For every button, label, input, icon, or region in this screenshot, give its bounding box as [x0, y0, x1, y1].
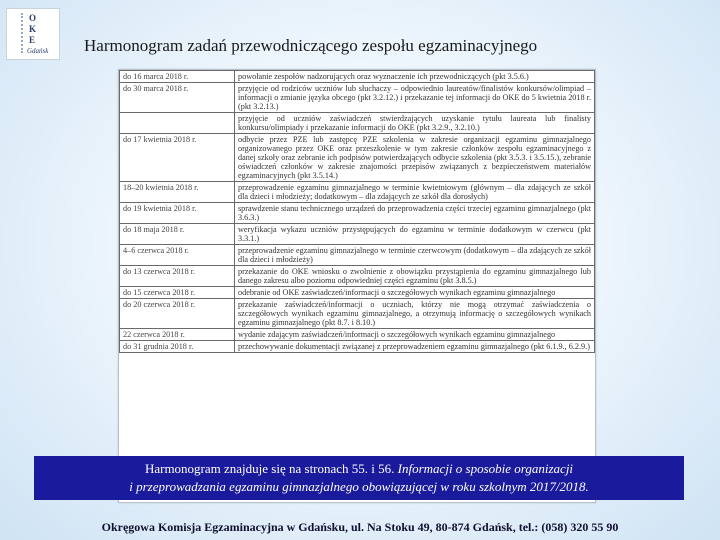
table-row	[120, 113, 595, 134]
table-row	[120, 182, 595, 203]
table-row	[120, 71, 595, 83]
schedule-date-cell: do 16 marca 2018 r.	[120, 71, 235, 83]
schedule-task-cell: powołanie zespołów nadzorujących oraz wyznaczenie ich przewodniczących (pkt 3.5.6.)	[235, 71, 595, 83]
schedule-task-cell: przekazanie zaświadczeń/informacji o uczniach, którzy nie mogą otrzymać zaświadczenia o szczegółowych wynikach egzaminu gimnazjalnego, a otrzymują informację o szczegółowych wynikach egzaminu gimnazjalnego (pkt 8.7. i 8.10.)	[235, 299, 595, 329]
schedule-date-cell: 22 czerwca 2018 r.	[120, 329, 235, 341]
banner-line-1-italic: Informacji o sposobie organizacji	[397, 461, 574, 476]
table-row	[120, 245, 595, 266]
schedule-date-cell: 18–20 kwietnia 2018 r.	[120, 182, 235, 203]
table-row	[120, 329, 595, 341]
banner-line-2-italic: i przeprowadzania egzaminu gimnazjalnego obowiązującej w roku szkolnym 2017/2018.	[129, 479, 589, 494]
schedule-task-cell: odbycie przez PZE lub zastępcę PZE szkolenia w zakresie organizacji egzaminu gimnazjalnego organizowanego przez OKE oraz przeszkolenie w tym zakresie członków zespołu egzaminacyjnego z danej szkoły oraz zebranie ich podpisów potwierdzających odbycie szkolenia (pkt 3.5.3. i 3.5.15.), zebranie oświadczeń członków w zakresie znajomości przepisów związanych z bezpieczeństwem materiałów egzaminacyjnych (pkt 3.5.14.)	[235, 134, 595, 182]
slide-title: Harmonogram zadań przewodniczącego zespołu egzaminacyjnego	[84, 36, 538, 55]
table-row	[120, 83, 595, 113]
schedule-date-cell: do 17 kwietnia 2018 r.	[120, 134, 235, 182]
logo-dotted-bar	[9, 13, 23, 53]
oke-logo	[6, 8, 60, 60]
banner-line-1-plain: Harmonogram znajduje się na stronach 55. i 56.	[144, 461, 398, 476]
schedule-task-cell: przyjęcie od rodziców uczniów lub słuchaczy – odpowiednio laureatów/finalistów konkursów/olimpiad – informacji o zmianie języka obcego (pkt 3.2.12.) i przekazanie tej informacji do OKE do 5 kwietnia 2018 r. (pkt 3.2.13.)	[235, 83, 595, 113]
logo-city: Gdańsk	[27, 47, 49, 55]
schedule-task-cell: przyjęcie od uczniów zaświadczeń stwierdzających uzyskanie tytułu laureata lub finalisty konkursu/olimpiady i przekazanie informacji do OKE (pkt 3.2.9., 3.2.10.)	[235, 113, 595, 134]
logo-letter-o: O	[29, 13, 37, 23]
schedule-date-cell: do 30 marca 2018 r.	[120, 83, 235, 113]
schedule-date-cell	[120, 113, 235, 134]
schedule-date-cell: do 18 maja 2018 r.	[120, 224, 235, 245]
schedule-date-cell: do 13 czerwca 2018 r.	[120, 266, 235, 287]
schedule-date-cell: do 20 czerwca 2018 r.	[120, 299, 235, 329]
schedule-task-cell: przechowywanie dokumentacji związanej z przeprowadzeniem egzaminu gimnazjalnego (pkt 6.1.9., 6.2.9.)	[235, 341, 595, 353]
table-row	[120, 134, 595, 182]
table-row	[120, 203, 595, 224]
schedule-task-cell: odebranie od OKE zaświadczeń/informacji o szczegółowych wynikach egzaminu gimnazjalnego	[235, 287, 595, 299]
schedule-task-cell: przeprowadzenie egzaminu gimnazjalnego w terminie czerwcowym (dodatkowym – dla zdających ze szkół dla dzieci i młodzieży)	[235, 245, 595, 266]
schedule-document	[118, 69, 596, 503]
schedule-task-cell: sprawdzenie stanu technicznego urządzeń do przeprowadzenia części trzeciej egzaminu gimnazjalnego (pkt 3.6.3.)	[235, 203, 595, 224]
table-row	[120, 341, 595, 353]
schedule-task-cell: weryfikacja wykazu uczniów przystępujących do egzaminu w terminie dodatkowym w czerwcu (pkt 3.3.1.)	[235, 224, 595, 245]
table-row	[120, 287, 595, 299]
logo-letter-e: E	[29, 35, 36, 45]
schedule-task-cell: przekazanie do OKE wniosku o zwolnienie z obowiązku przystąpienia do egzaminu gimnazjalnego lub danego zakresu albo poziomu odpowiedniej części egzaminu (pkt 3.8.5.)	[235, 266, 595, 287]
footer-address: Okręgowa Komisja Egzaminacyjna w Gdańsku, ul. Na Stoku 49, 80-874 Gdańsk, tel.: (058) 320 55 90	[101, 520, 619, 534]
schedule-date-cell: do 15 czerwca 2018 r.	[120, 287, 235, 299]
schedule-task-cell: przeprowadzenie egzaminu gimnazjalnego w terminie kwietniowym (głównym – dla zdających ze szkół dla dzieci i młodzieży; dodatkowym – dla zdających ze szkół dla dorosłych)	[235, 182, 595, 203]
schedule-date-cell: do 31 grudnia 2018 r.	[120, 341, 235, 353]
table-row	[120, 266, 595, 287]
schedule-date-cell: do 19 kwietnia 2018 r.	[120, 203, 235, 224]
logo-letter-k: K	[29, 24, 37, 34]
schedule-date-cell: 4–6 czerwca 2018 r.	[120, 245, 235, 266]
banner-line-2	[34, 478, 684, 496]
info-banner	[34, 456, 684, 500]
banner-line-1	[34, 460, 684, 478]
table-row	[120, 299, 595, 329]
table-row	[120, 224, 595, 245]
schedule-table	[119, 70, 595, 353]
schedule-task-cell: wydanie zdającym zaświadczeń/informacji o szczegółowych wynikach egzaminu gimnazjalnego	[235, 329, 595, 341]
